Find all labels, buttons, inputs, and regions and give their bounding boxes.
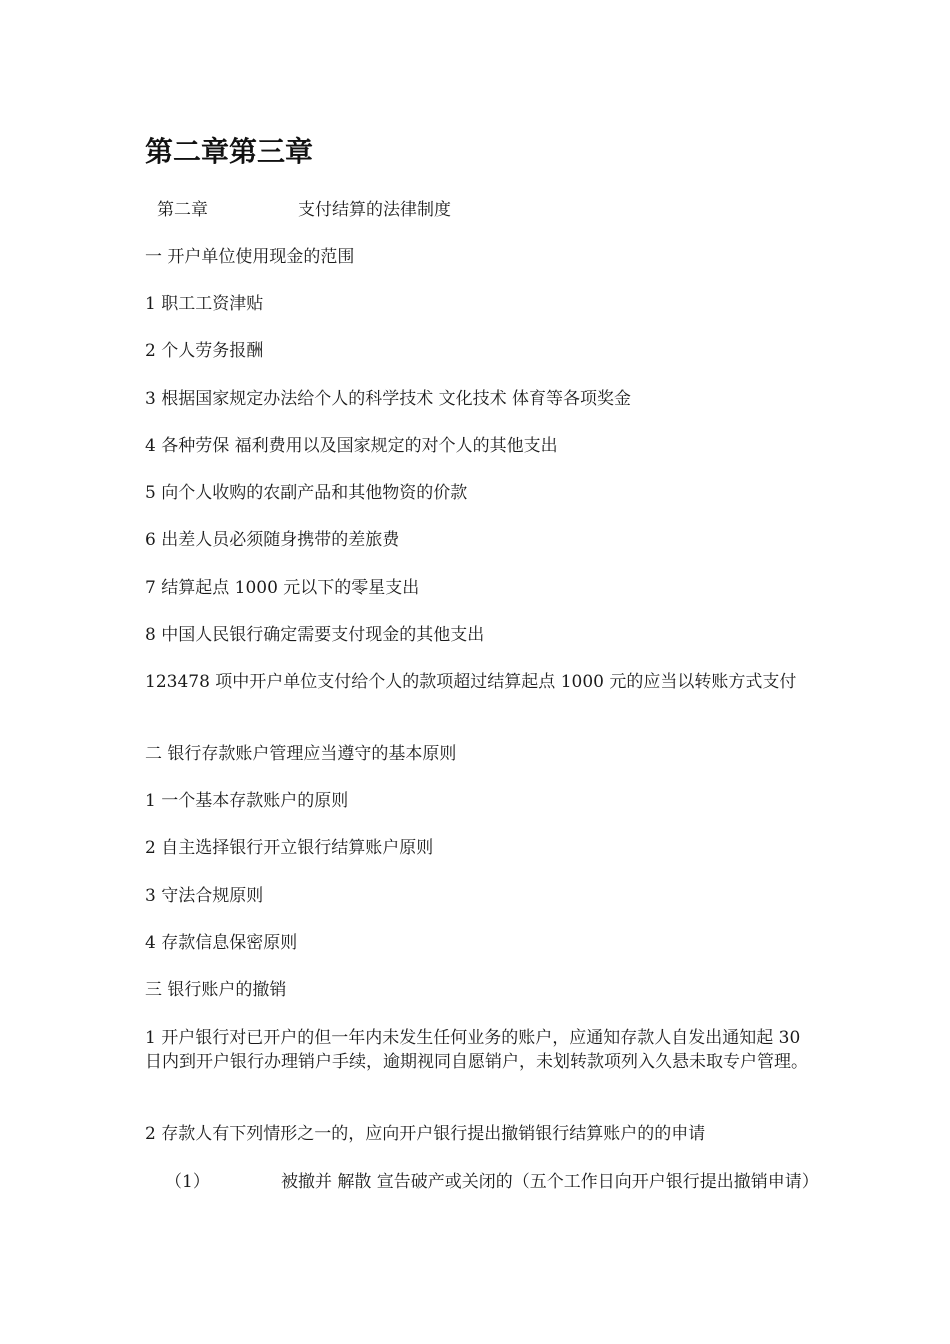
list-item: 4 各种劳保 福利费用以及国家规定的对个人的其他支出 — [145, 436, 558, 456]
list-item: 3 根据国家规定办法给个人的科学技术 文化技术 体育等各项奖金 — [145, 389, 632, 409]
list-item: 2 个人劳务报酬 — [145, 341, 264, 361]
list-item: 2 自主选择银行开立银行结算账户原则 — [145, 838, 434, 858]
sub-item-number: （1） — [165, 1172, 210, 1192]
chapter-name: 支付结算的法律制度 — [298, 200, 451, 220]
list-item: 1 职工工资津贴 — [145, 294, 264, 314]
chapter-label: 第二章 — [157, 200, 208, 220]
list-item: 6 出差人员必须随身携带的差旅费 — [145, 530, 400, 550]
list-item: 2 存款人有下列情形之一的，应向开户银行提出撤销银行结算账户的的申请 — [145, 1124, 706, 1144]
section-heading: 二 银行存款账户管理应当遵守的基本原则 — [145, 744, 457, 764]
list-item: 5 向个人收购的农副产品和其他物资的价款 — [145, 483, 468, 503]
list-item: 1 开户银行对已开户的但一年内未发生任何业务的账户，应通知存款人自发出通知起 30 日内到开户银行办理销户手续，逾期视同自愿销户，未划转款项列入久悬未取专户管理。 — [145, 1028, 808, 1072]
note-paragraph: 123478 项中开户单位支付给个人的款项超过结算起点 1000 元的应当以转账方式支付 — [145, 672, 797, 692]
list-item: 7 结算起点 1000 元以下的零星支出 — [145, 578, 420, 598]
sub-item-text: 被撤并 解散 宣告破产或关闭的（五个工作日向开户银行提出撤销申请） — [281, 1172, 819, 1192]
section-heading: 一 开户单位使用现金的范围 — [145, 247, 355, 267]
section-heading: 三 银行账户的撤销 — [145, 980, 287, 1000]
list-item: 1 一个基本存款账户的原则 — [145, 791, 349, 811]
list-item: 8 中国人民银行确定需要支付现金的其他支出 — [145, 625, 485, 645]
sub-list-item — [165, 1170, 855, 1194]
list-item: 3 守法合规原则 — [145, 886, 264, 906]
document-title: 第二章第三章 — [145, 135, 314, 168]
chapter-heading — [157, 198, 822, 222]
list-item: 4 存款信息保密原则 — [145, 933, 298, 953]
